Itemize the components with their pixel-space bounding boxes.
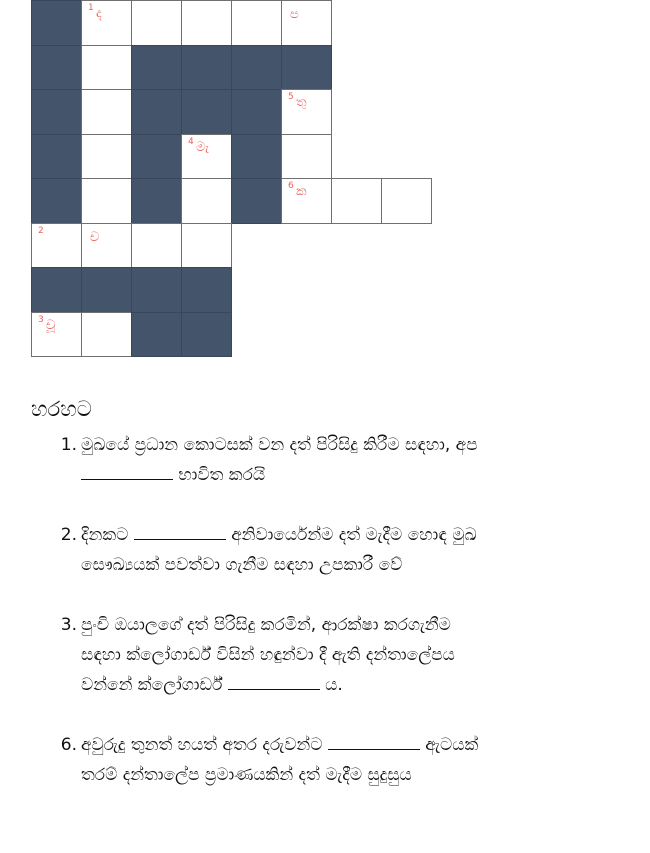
crossword-cell[interactable] (281, 178, 332, 224)
clue-text: ය. (319, 675, 343, 695)
crossword-cell-blocked (131, 89, 182, 135)
cell-clue-number: 3 (38, 314, 44, 325)
clue-text: ඇටයක් (419, 735, 479, 755)
crossword-cell[interactable] (181, 223, 232, 269)
crossword-cell[interactable] (81, 223, 132, 269)
crossword-cell[interactable] (31, 223, 82, 269)
answer-blank (81, 461, 173, 480)
clue-1 (51, 430, 611, 490)
crossword-cell-blocked (181, 45, 232, 91)
clue-text: සඳහා ක්ලෝගාර්ඩ් විසින් හඳුන්වා දී ඇති දන්තාලේපය (81, 645, 455, 665)
crossword-cell-blocked (181, 267, 232, 313)
answer-blank (134, 521, 226, 540)
crossword-cell-blocked (31, 0, 82, 46)
clue-text: පුංචි ඔයාලගේ දත් පිරිසිදු කරමින්, ආරක්ෂා කරගැනීම (81, 615, 451, 635)
crossword-cell[interactable] (81, 45, 132, 91)
clue-number: 2. (60, 525, 77, 545)
crossword-cell-blocked (231, 89, 282, 135)
cell-clue-number: 1 (88, 3, 94, 13)
cell-clue-number: 4 (188, 136, 194, 147)
crossword-cell[interactable] (81, 312, 132, 358)
clue-text: තරම් දන්තාලේප ප්‍රමාණයකින් දත් මැදීම සුදුසුය (81, 765, 412, 785)
clue-3 (51, 610, 611, 700)
crossword-cell-blocked (181, 312, 232, 358)
crossword-cell-blocked (81, 267, 132, 313)
clue-number: 1. (60, 435, 77, 455)
crossword-cell-blocked (131, 267, 182, 313)
crossword-cell[interactable] (331, 178, 382, 224)
cell-clue-number: 6 (288, 181, 294, 191)
crossword-cell[interactable] (281, 0, 332, 46)
cell-hint-letter: තු (296, 95, 307, 110)
clue-text: අනිවාර්යෙන්ම දත් මැදීම හොඳ මුඛ (225, 525, 477, 545)
crossword-cell-blocked (31, 267, 82, 313)
crossword-cell-blocked (181, 89, 232, 135)
crossword-cell-blocked (231, 45, 282, 91)
answer-blank (228, 671, 320, 690)
clue-text: වන්නේ ක්ලෝගාර්ඩ් (81, 675, 228, 695)
cell-clue-number: 5 (288, 92, 294, 102)
cell-clue-number: 2 (38, 225, 44, 236)
clue-number: 3. (60, 615, 77, 635)
answer-blank (328, 731, 420, 750)
clue-text: දිනකට (81, 525, 134, 545)
crossword-cell[interactable] (231, 0, 282, 46)
crossword-cell[interactable] (281, 134, 332, 180)
crossword-cell-blocked (131, 134, 182, 180)
cell-hint-letter: චූ (46, 317, 56, 333)
crossword-cell[interactable] (81, 178, 132, 224)
crossword-cell-blocked (231, 178, 282, 224)
clue-text: අවුරුදු තුනත් හයත් අතර දරුවන්ට (81, 735, 328, 755)
crossword-cell[interactable] (181, 134, 232, 180)
clue-text: මුඛයේ ප්‍රධාන කොටසක් වන දත් පිරිසිදු කිරීම සඳහා, අප (81, 435, 478, 455)
cell-hint-letter: ක (296, 184, 307, 199)
crossword-cell[interactable] (281, 89, 332, 135)
crossword-cell-blocked (31, 45, 82, 91)
clue-6 (51, 730, 611, 790)
cell-hint-letter: ප (290, 7, 299, 22)
crossword-cell-blocked (131, 178, 182, 224)
crossword-cell-blocked (281, 45, 332, 91)
crossword-cell-blocked (31, 134, 82, 180)
across-heading: හරහට (31, 397, 92, 421)
crossword-cell[interactable] (31, 312, 82, 358)
crossword-cell[interactable] (381, 178, 432, 224)
crossword-cell[interactable] (181, 178, 232, 224)
cell-hint-letter: ච (90, 229, 100, 245)
clue-number: 6. (60, 735, 77, 755)
clue-text: භාවිත කරයි (173, 465, 266, 485)
cell-hint-letter: ද (96, 6, 102, 21)
crossword-cell-blocked (131, 312, 182, 358)
clue-2 (51, 520, 611, 580)
crossword-cell[interactable] (81, 89, 132, 135)
crossword-cell[interactable] (131, 223, 182, 269)
crossword-cell[interactable] (181, 0, 232, 46)
crossword-cell[interactable] (131, 0, 182, 46)
crossword-cell-blocked (131, 45, 182, 91)
crossword-grid (31, 0, 441, 356)
cell-hint-letter: මැ (196, 139, 209, 155)
crossword-cell-blocked (31, 178, 82, 224)
crossword-cell[interactable] (81, 0, 132, 46)
crossword-cell-blocked (31, 89, 82, 135)
crossword-cell-blocked (231, 134, 282, 180)
clue-text: සෞඛ්‍යයක් පවත්වා ගැනීම සඳහා උපකාරී වේ (81, 555, 403, 575)
crossword-cell[interactable] (81, 134, 132, 180)
